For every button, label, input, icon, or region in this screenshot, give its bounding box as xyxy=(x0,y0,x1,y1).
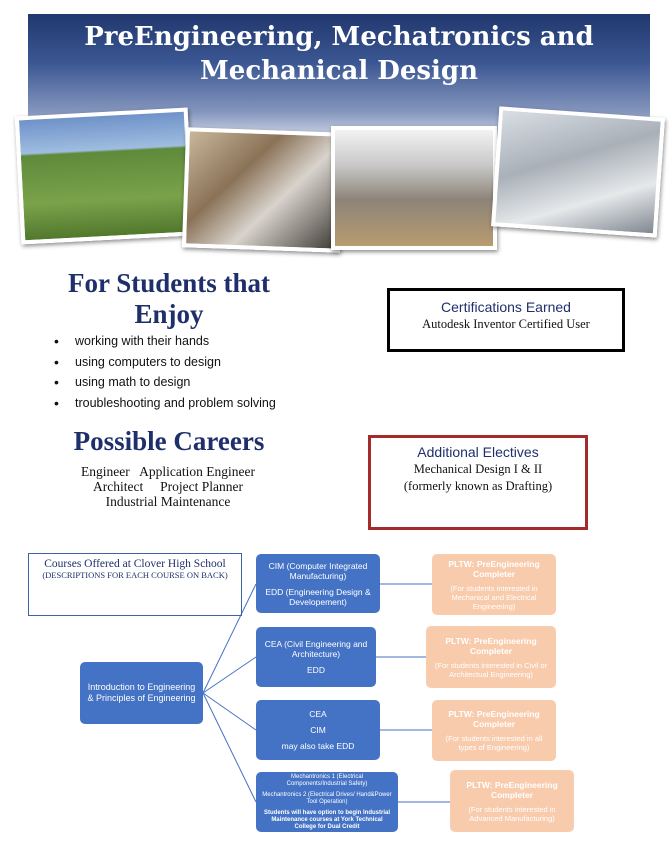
page-title xyxy=(28,20,650,88)
photo-students-electronics xyxy=(182,127,344,252)
careers-line: Industrial Maintenance xyxy=(105,494,231,509)
connector-root-n2 xyxy=(203,657,256,693)
certifications-heading: Certifications Earned xyxy=(441,299,571,315)
enjoy-item: • using computers to design xyxy=(54,355,276,376)
enjoy-item: • using math to design xyxy=(54,375,276,396)
courses-heading: Courses Offered at Clover High School xyxy=(44,558,226,570)
careers-line: Engineer Application Engineer xyxy=(81,464,255,479)
completer-box-mechanical xyxy=(432,554,556,615)
node-text: Mechantronics 1 (Electrical Components/Industrial Safety) xyxy=(286,773,368,787)
node-text: CIM xyxy=(310,725,326,735)
photo-robotics-field xyxy=(491,106,665,237)
courses-subheading: (DESCRIPTIONS FOR EACH COURSE ON BACK) xyxy=(42,570,228,580)
node-text: CIM (Computer Integrated Manufacturing) xyxy=(268,560,368,581)
enjoy-item: • working with their hands xyxy=(54,334,276,355)
node-cim-edd xyxy=(256,554,380,613)
completer-box-civil xyxy=(426,626,556,688)
completer-title: PLTW: PreEngineering Completer xyxy=(445,635,537,656)
node-mechatronics xyxy=(256,772,398,832)
certifications-body: Autodesk Inventor Certified User xyxy=(422,317,590,331)
node-text: EDD xyxy=(307,665,325,675)
node-text: CEA xyxy=(309,709,327,719)
completer-note: (For students interested in Mechanical and Electrical Engineering) xyxy=(450,583,538,611)
careers-heading: Possible Careers xyxy=(73,426,265,456)
electives-box xyxy=(368,435,588,530)
node-text: Students will have option to begin Industrial Maintenance courses at York Technical College for Dual Credit xyxy=(263,809,390,830)
enjoy-item: • troubleshooting and problem solving xyxy=(54,396,276,417)
connector-root-n4 xyxy=(203,693,256,802)
page-title-line2: Mechanical Design xyxy=(200,56,478,86)
completer-title: PLTW: PreEngineering Completer xyxy=(448,558,540,579)
completer-note: (For students interested in Civil or Architectual Engineering) xyxy=(434,660,548,679)
page-title-line1: PreEngineering, Mechatronics and xyxy=(84,22,594,52)
node-cea-cim xyxy=(256,700,380,760)
connector-root-n3 xyxy=(203,693,256,730)
electives-line: Mechanical Design I & II xyxy=(413,462,543,476)
node-text: EDD (Engineering Design & Developement) xyxy=(265,586,371,607)
courses-offered-box xyxy=(28,553,242,616)
node-cea-edd xyxy=(256,627,376,687)
node-text: may also take EDD xyxy=(281,741,355,751)
completer-note: (For students interested in Advanced Manufacturing) xyxy=(468,804,556,823)
completer-title: PLTW: PreEngineering Completer xyxy=(466,779,558,800)
photo-field-activity xyxy=(15,108,194,245)
completer-title: PLTW: PreEngineering Completer xyxy=(448,709,540,729)
certifications-box xyxy=(387,288,625,352)
completer-box-all xyxy=(432,700,556,761)
careers-list xyxy=(60,464,276,509)
node-intro-engineering xyxy=(80,662,203,724)
careers-line: Architect Project Planner xyxy=(93,479,243,494)
enjoy-heading: For Students that Enjoy xyxy=(67,268,271,329)
photo-lab-classroom xyxy=(331,126,497,250)
node-text: Mechantronics 2 (Electrical Drives/ Hand&Power Tool Operation) xyxy=(262,791,392,805)
enjoy-list xyxy=(54,334,276,416)
completer-note: (For students interested in all types of Engineering) xyxy=(445,734,543,752)
electives-heading: Additional Electives xyxy=(417,444,539,460)
electives-line: (formerly known as Drafting) xyxy=(403,479,553,493)
completer-box-manufacturing xyxy=(450,770,574,832)
node-text: Introduction to Engineering & Principles of Engineering xyxy=(87,682,196,703)
node-text: CEA (Civil Engineering and Architecture) xyxy=(264,639,368,659)
